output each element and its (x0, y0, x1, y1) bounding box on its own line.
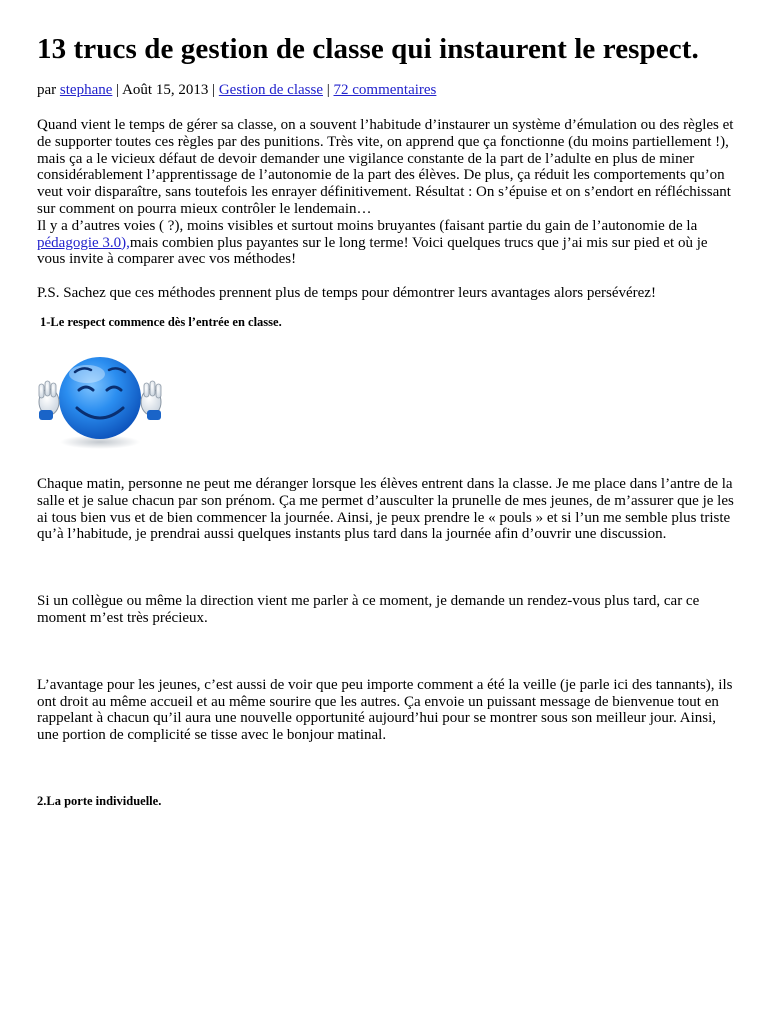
meta-separator: | (208, 82, 219, 98)
publish-date: Août 15, 2013 (122, 82, 209, 98)
paragraph-advantage: L’avantage pour les jeunes, c’est aussi de voir que peu importe comment a été la veille (je parle ici des tannants), ils ont droit au même accueil et au même sourire que les autres. Ça envoie un puissant message de bienvenue tout en rappelant à chacun qu’il aura une nouvelle opportunité aujourd’hui pour se montrer sous son meilleur jour. Ainsi, une portion de complicité se tisse avec le bonjour matinal. (37, 676, 733, 744)
pedagogie-link[interactable]: pédagogie 3.0), (37, 234, 130, 251)
comments-link[interactable]: 72 commentaires (333, 82, 437, 98)
meta-prefix: par (37, 82, 60, 98)
category-link[interactable]: Gestion de classe (218, 82, 323, 98)
intro-text: Quand vient le temps de gérer sa classe, on a souvent l’habitude d’instaurer un système d’émulation ou des règles et de supporter toutes ces règles par des punitions. Très vite, on apprend que ça fonctionne (du moins partiellement !), mais ça a le vicieux défaut de devoir demander une vigilance constante de la part de l’adulte en plus de miner considérablement l’apprentissage de l’autonomie de la part des élèves. De plus, ça réduit les comportements qu’on veut voir disparaître, sans toutefois les enrayer définitivement. Résultat : On s’épuise et on s’endort en réfléchissant sur comment on pourra mieux contrôler le lendemain… (37, 117, 734, 217)
smiley-waving-icon (37, 350, 163, 450)
intro-text-3: mais combien plus payantes sur le long terme! Voici quelques trucs que j’ai mis sur pied et où je vous invite à comparer avec vos méthodes! (37, 234, 708, 268)
paragraph-colleague: Si un collègue ou même la direction vient me parler à ce moment, je demande un rendez-vous plus tard, car ce moment m’est très précieux. (37, 593, 700, 626)
author-link[interactable]: stephane (59, 82, 113, 98)
meta-separator: | (112, 82, 123, 98)
article-title: 13 trucs de gestion de classe qui instaurent le respect. (37, 33, 699, 65)
smiley-image (37, 350, 163, 450)
article-meta (37, 81, 737, 99)
section-heading-2: 2.La porte individuelle. (37, 793, 162, 808)
ps-paragraph: P.S. Sachez que ces méthodes prennent plus de temps pour démontrer leurs avantages alors persévérez! (37, 285, 656, 302)
meta-separator: | (322, 82, 334, 98)
intro-paragraph (37, 117, 737, 268)
section-heading-1: 1-Le respect commence dès l’entrée en classe. (40, 314, 282, 329)
intro-text-2: Il y a d’autres voies ( ?), moins visibles et surtout moins bruyantes (faisant partie du gain de l’autonomie de la (37, 217, 698, 234)
article (37, 32, 737, 809)
paragraph-morning: Chaque matin, personne ne peut me déranger lorsque les élèves entrent dans la classe. Je me place dans l’antre de la salle et je salue chacun par son prénom. Ça me permet d’ausculter la prunelle de mes jeunes, de m’assurer que je les ai tous bien vus et de bien commencer la journée. Ainsi, je peux prendre le « pouls » et si l’un me semble plus triste qu’à l’habitude, je prendrai aussi quelques instants plus tard dans la journée afin d’ouvrir une discussion. (37, 475, 734, 543)
